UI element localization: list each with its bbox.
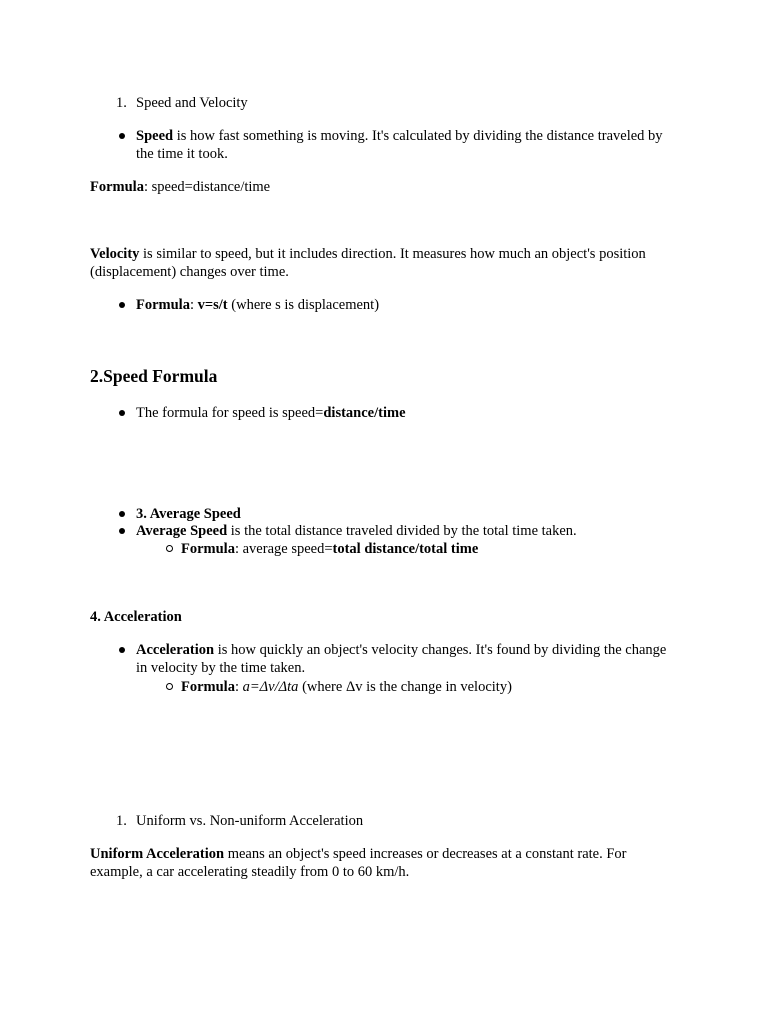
acceleration-formula: [181, 678, 671, 696]
list-number: 1.: [116, 813, 127, 829]
bullet-icon: [119, 133, 125, 139]
list-number: 1.: [116, 95, 127, 111]
formula-label: Formula: [181, 679, 235, 695]
heading-acceleration: [90, 608, 680, 626]
formula-label: Formula: [181, 541, 235, 557]
velocity-term: Velocity: [90, 246, 140, 262]
acceleration-formula-expression: a=Δv/Δta: [242, 679, 299, 695]
speed-term: Speed: [136, 128, 174, 144]
speed-formula-text: The formula for speed is speed=: [136, 405, 324, 421]
speed-text: is how fast something is moving. It's calculated by dividing the distance traveled by the time it took.: [136, 128, 663, 162]
formula-separator: :: [189, 297, 198, 313]
speed-formula-bullet: [136, 404, 676, 422]
bullet-icon: [119, 302, 125, 308]
bullet-icon: [119, 511, 125, 517]
heading-speed-formula: 2.Speed Formula: [90, 366, 218, 386]
formula-separator: :: [234, 679, 243, 695]
circle-bullet-icon: [166, 683, 173, 690]
bullet-icon: [119, 528, 125, 534]
formula-text: : average speed=: [234, 541, 333, 557]
heading-average-speed: [136, 505, 676, 523]
bullet-icon: [119, 410, 125, 416]
average-speed-definition: [136, 522, 676, 540]
speed-formula-bold: distance/time: [323, 405, 406, 421]
circle-bullet-icon: [166, 545, 173, 552]
uniform-acceleration-text: means an object's speed increases or decreases at a constant rate. For example, a car accelerating steadily from 0 to 60 km/h.: [90, 846, 627, 880]
section-title-uniform-acceleration: Uniform vs. Non-uniform Acceleration: [136, 813, 364, 829]
average-speed-term: Average Speed: [136, 523, 228, 539]
uniform-acceleration-definition: [90, 845, 680, 881]
acceleration-term: Acceleration: [136, 642, 215, 658]
velocity-formula-expression: v=s/t: [197, 297, 228, 313]
average-speed-formula: [181, 540, 671, 558]
average-speed-text: is the total distance traveled divided by the total time taken.: [227, 523, 577, 539]
velocity-formula: [136, 296, 676, 314]
formula-text: : speed=distance/time: [143, 179, 271, 195]
acceleration-definition: [136, 641, 676, 677]
formula-label: Formula: [90, 179, 144, 195]
velocity-text: is similar to speed, but it includes direction. It measures how much an object's position (displacement) changes over time.: [90, 246, 646, 280]
speed-definition: [136, 127, 676, 163]
acceleration-formula-note: (where Δv is the change in velocity): [298, 679, 512, 695]
formula-label: Formula: [136, 297, 190, 313]
bullet-icon: [119, 647, 125, 653]
acceleration-heading-text: 4. Acceleration: [90, 609, 182, 625]
acceleration-text: is how quickly an object's velocity changes. It's found by dividing the change in velocity by the time taken.: [136, 642, 667, 676]
average-speed-heading-text: 3. Average Speed: [136, 506, 241, 522]
velocity-definition: [90, 245, 680, 281]
speed-formula: [90, 178, 680, 196]
velocity-formula-note: (where s is displacement): [227, 297, 380, 313]
uniform-acceleration-term: Uniform Acceleration: [90, 846, 225, 862]
section-title-speed-velocity: Speed and Velocity: [136, 95, 248, 111]
formula-bold: total distance/total time: [332, 541, 479, 557]
